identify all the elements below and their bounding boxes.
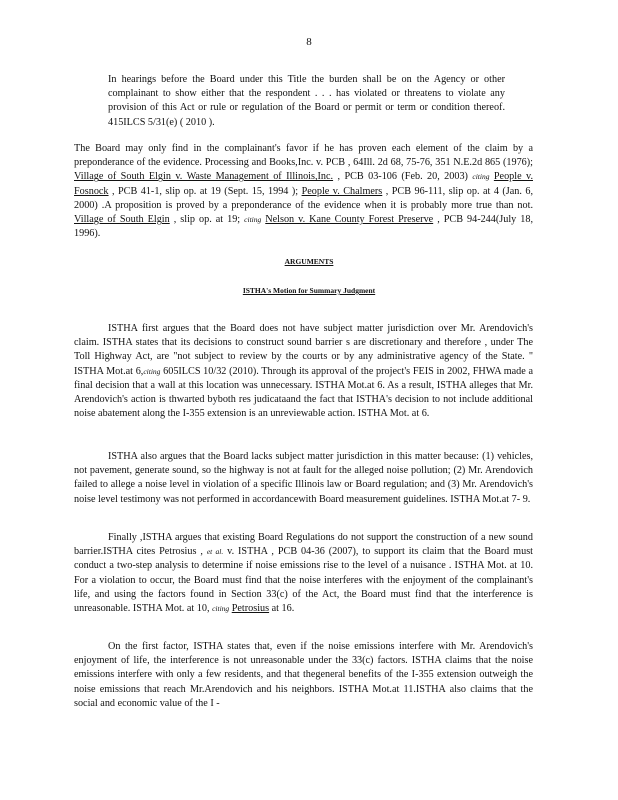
p2-text-b: 605ILCS 10/32 (2010). Through its approval of the project's FEIS in 2002, FHWA made a final decision that a wall at this location was unnecessary. ISTHA Mot.at 6. As a result, ISTHA alleges that Mr. Arendovich's action is thwarted byboth res judicataand the fact that ISTHA's decision to not include additional noise abatement along the I-355 extension is an unreviewable action. ISTHA Mot. at 6.	[74, 365, 533, 420]
p1-text-c: , PCB 41-1, slip op. at 19 (Sept. 15, 1994 );	[108, 185, 302, 197]
citing-signal: citing	[143, 366, 161, 376]
section-heading-arguments: ARGUMENTS	[284, 257, 334, 266]
p2-text-a: ISTHA first argues that the Board does not have subject matter jurisdiction over Mr. Arendovich's claim. ISTHA states that its decisions to construct sound barrier s are discretionary and therefore , under The Toll Highway Act, are "not subject to review by the courts or by any administrative agency of the State. " ISTHA Mot.at 6,	[74, 323, 533, 377]
p4-text-a: Finally ,ISTHA argues that existing Board Regulations do not support the construction of a new sound barrier.ISTHA cites Petrosius ,	[74, 532, 533, 558]
paragraph-burden-of-proof	[74, 142, 533, 241]
p5-text: On the first factor, ISTHA states that, even if the noise emissions interfere with Mr. Arendovich's enjoyment of life, the interference is not unreasonable under the 33(c) factors. ISTHA claims that the noise emissions interfere with only a few residents, and that thegeneral benefits of the I-355 extension outweigh the noise emissions that reach Mr.Arendovich and his neighbors. ISTHA Mot.at 11.ISTHA also claims that the social and economic value of the I -	[74, 641, 533, 709]
case-citation-petrosius: Petrosius	[231, 603, 270, 615]
case-citation-chalmers: People v. Chalmers	[301, 185, 383, 197]
p4-text-c: at 16.	[269, 603, 295, 615]
paragraph-jurisdiction-argument	[74, 322, 533, 421]
paragraph-subject-matter-argument	[74, 450, 533, 507]
p1-text-a: The Board may only find in the complainant's favor if he has proven each element of the claim by a preponderance of the evidence. Processing and Books,Inc. v. PCB , 64Ill. 2d 68, 75-76, 351 N.E.2d 865 (1976);	[74, 143, 533, 169]
p1-text-f: , PCB 94-244(July 18, 1996).	[74, 214, 533, 240]
subsection-heading-motion: ISTHA's Motion for Summary Judgment	[242, 286, 376, 295]
case-citation-fosnock: People v. Fosnock	[74, 171, 533, 197]
p4-text-b: v. ISTHA , PCB 04-36 (2007), to support its claim that the Board must conduct a two-step analysis to determine if noise emissions rise to the level of a nuisance . ISTHA Mot. at 10. For a violation to occur, the Board must find that the noise interferes with the enjoyment of the complainant's life, and using the factors found in Section 33(c) of the Act, the Board must find that the interference is unreasonable. ISTHA Mot. at 10,	[74, 546, 533, 615]
citing-signal: citing	[244, 215, 262, 225]
p3-text: ISTHA also argues that the Board lacks subject matter jurisdiction in this matter because: (1) vehicles, not pavement, generate sound, so the highway is not at fault for the alleged noise pollution; (2) Mr. Arendovich failed to allege a noise level in violation of a specific Illinois law or Board regulation; and (3) Mr. Arendovich's noise level testimony was not performed in accordancewith Board measurement guidelines. ISTHA Mot.at 7- 9.	[74, 451, 533, 505]
p1-text-d: , PCB 96-111, slip op. at 4 (Jan. 6, 2000) .A proposition is proved by a preponderance of the evidence when it is probably more true than not.	[74, 185, 534, 211]
paragraph-regulations-argument	[74, 531, 533, 616]
citing-signal: citing	[472, 172, 490, 182]
paragraph-first-factor	[74, 640, 533, 711]
page-number: 8	[306, 36, 312, 48]
case-citation-south-elgin: Village of South Elgin v. Waste Management of Illinois,Inc.	[74, 171, 334, 183]
statute-quote	[108, 73, 505, 130]
case-citation-south-elgin-short: Village of South Elgin	[74, 214, 170, 226]
quote-text: In hearings before the Board under this Title the burden shall be on the Agency or other complainant to show either that the respondent . . . has violated or threatens to violate any provision of this Act or rule or regulation of the Board or permit or term or condition thereof. 415ILCS 5/31(e) ( 2010 ).	[108, 74, 505, 128]
citing-signal: citing	[212, 604, 230, 614]
et-al: et al.	[206, 547, 224, 557]
case-citation-nelson: Nelson v. Kane County Forest Preserve	[265, 214, 434, 226]
p1-text-e: , slip op. at 19;	[169, 214, 245, 226]
p1-text-b: , PCB 03-106 (Feb. 20, 2003)	[333, 171, 473, 183]
